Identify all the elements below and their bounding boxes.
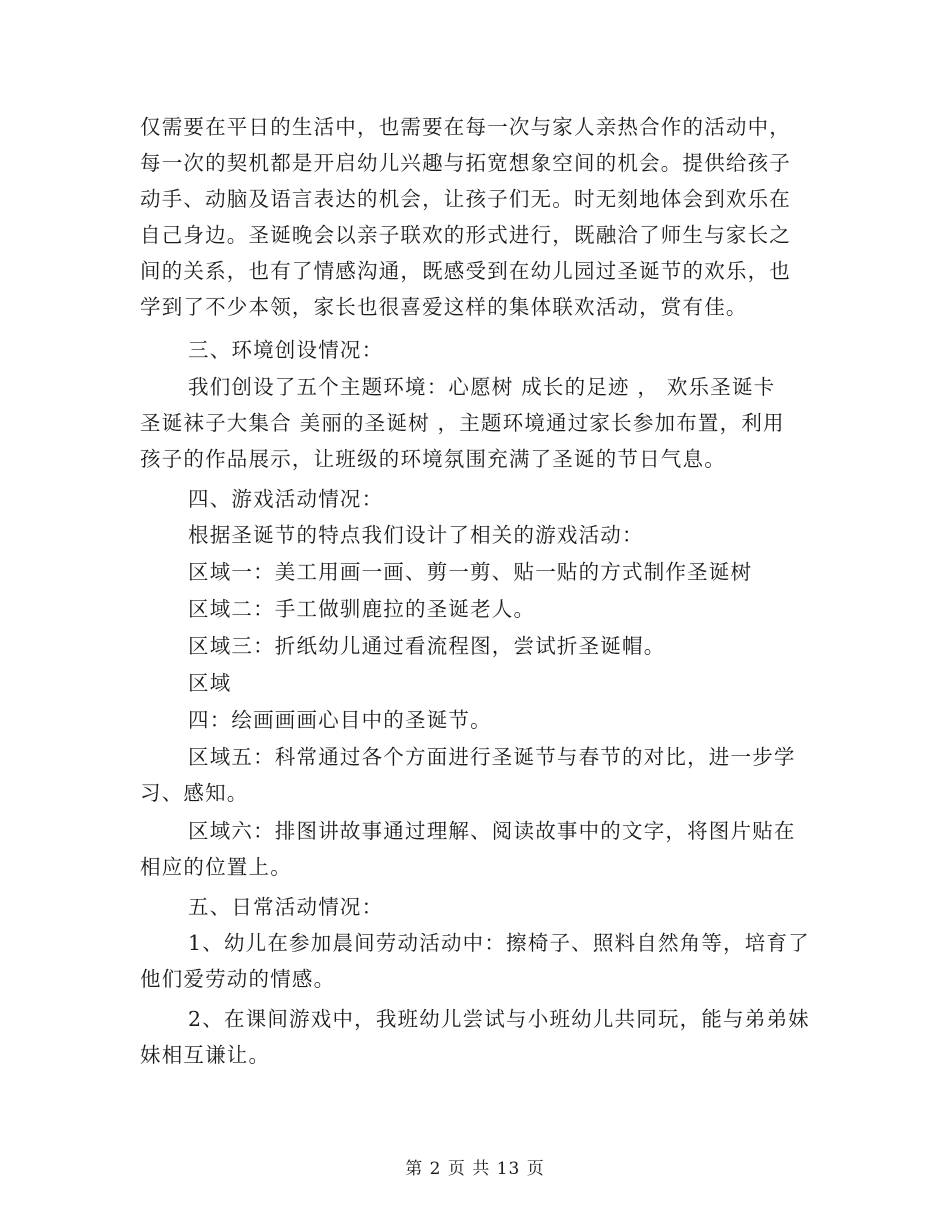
section-heading: 四、游戏活动情况： [188, 487, 384, 511]
list-item-continuation: 习、感知。 [140, 781, 249, 805]
list-item: 区域五：科常通过各个方面进行圣诞节与春节的对比，进一步学 [188, 745, 796, 769]
paragraph-line: 动手、动脑及语言表达的机会，让孩子们无。时无刻地体会到欢乐在 [140, 187, 791, 211]
section-heading: 五、日常活动情况： [188, 895, 384, 919]
list-item: 1、幼儿在参加晨间劳动活动中：擦椅子、照料自然角等，培育了 [188, 931, 810, 955]
section-heading: 三、环境创设情况： [188, 338, 384, 362]
paragraph-line: 自己身边。圣诞晚会以亲子联欢的形式进行，既融洽了师生与家长之 [140, 223, 791, 247]
paragraph-line: 学到了不少本领，家长也很喜爱这样的集体联欢活动，赏有佳。 [140, 295, 748, 319]
list-item: 区域一：美工用画一画、剪一剪、贴一贴的方式制作圣诞树 [188, 560, 753, 584]
list-item-continuation: 妹相互谦让。 [140, 1043, 271, 1067]
paragraph-line: 根据圣诞节的特点我们设计了相关的游戏活动： [188, 523, 644, 547]
paragraph-line: 孩子的作品展示，让班级的环境氛围充满了圣诞的节日气息。 [140, 447, 726, 471]
paragraph-line: 仅需要在平日的生活中，也需要在每一次与家人亲热合作的活动中， [140, 115, 791, 139]
paragraph-line: 圣诞袜子大集合 美丽的圣诞树 ，主题环境通过家长参加布置，利用 [140, 411, 785, 435]
page-number: 第 2 页 共 13 页 [405, 1159, 545, 1179]
list-item: 区域 [188, 671, 232, 695]
list-item: 区域六：排图讲故事通过理解、阅读故事中的文字，将图片贴在 [188, 819, 796, 843]
paragraph-line: 每一次的契机都是开启幼儿兴趣与拓宽想象空间的机会。提供给孩子 [140, 151, 791, 175]
list-item-continuation: 相应的位置上。 [140, 855, 292, 879]
list-item: 区域三：折纸幼儿通过看流程图，尝试折圣诞帽。 [188, 634, 666, 658]
paragraph-line: 我们创设了五个主题环境：心愿树 成长的足迹 ， 欢乐圣诞卡 [188, 375, 776, 399]
list-item: 2、在课间游戏中，我班幼儿尝试与小班幼儿共同玩，能与弟弟妹 [188, 1007, 810, 1031]
paragraph-line: 间的关系，也有了情感沟通，既感受到在幼儿园过圣诞节的欢乐，也 [140, 259, 791, 283]
list-item-continuation: 他们爱劳动的情感。 [140, 967, 336, 991]
list-item: 四：绘画画画心目中的圣诞节。 [188, 708, 492, 732]
list-item: 区域二：手工做驯鹿拉的圣诞老人。 [188, 597, 536, 621]
